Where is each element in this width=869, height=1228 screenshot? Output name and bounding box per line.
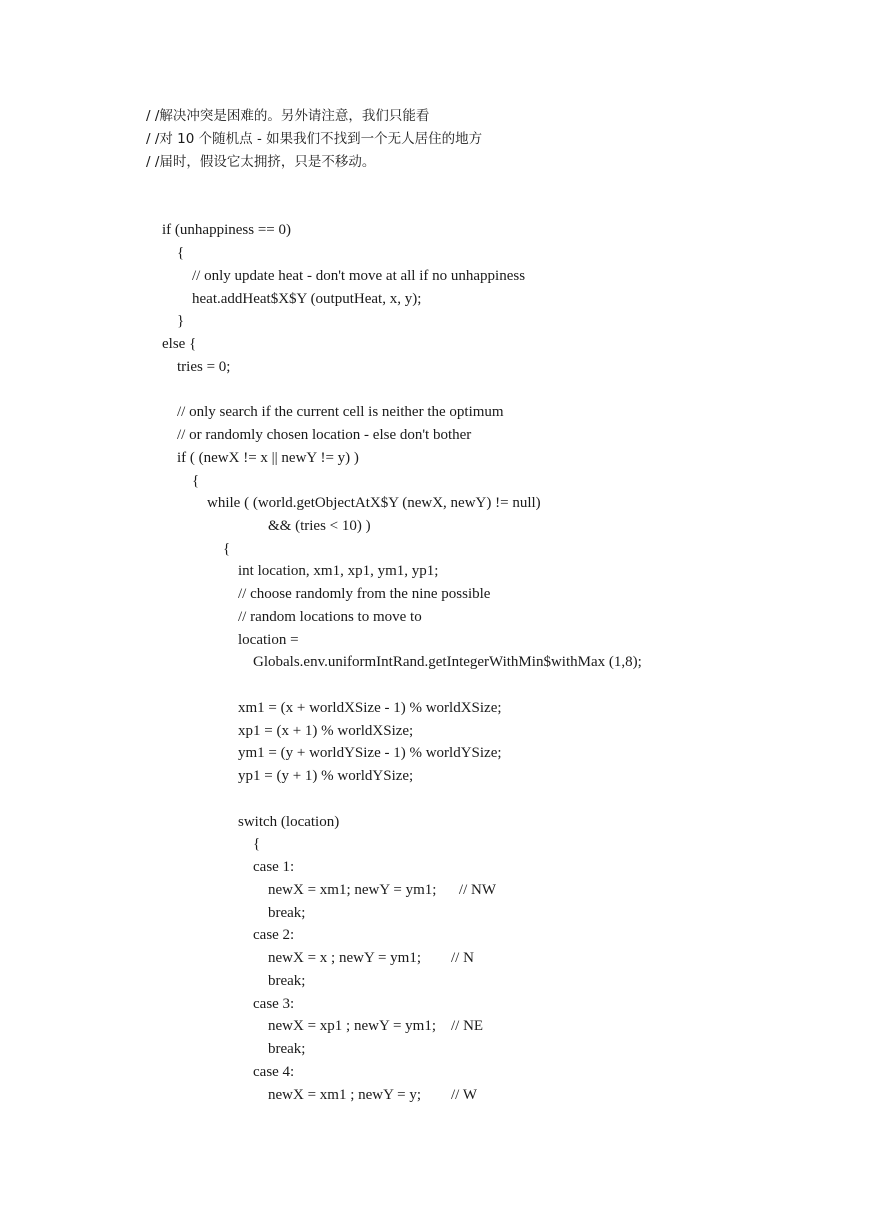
code-line: break; bbox=[268, 973, 306, 989]
code-line: tries = 0; bbox=[177, 359, 231, 375]
code-line: { bbox=[223, 541, 231, 557]
code-line: { bbox=[192, 473, 200, 489]
code-line: case 2: bbox=[253, 927, 295, 943]
code-line: { bbox=[253, 836, 261, 852]
code-line: switch (location) bbox=[238, 814, 340, 830]
code-line: // random locations to move to bbox=[238, 609, 422, 625]
code-line: newX = xp1 ; newY = ym1; // NE bbox=[268, 1018, 484, 1034]
code-line: while ( (world.getObjectAtX$Y (newX, newY) != null) bbox=[207, 495, 541, 511]
code-line: // choose randomly from the nine possible bbox=[238, 586, 491, 602]
code-line: heat.addHeat$X$Y (outputHeat, x, y); bbox=[192, 291, 422, 307]
code-line: xp1 = (x + 1) % worldXSize; bbox=[238, 723, 414, 739]
code-line: if (unhappiness == 0) bbox=[162, 222, 291, 238]
comment-line: / /届时，假设它太拥挤，只是不移动。 bbox=[146, 154, 376, 170]
code-line: location = bbox=[238, 632, 299, 648]
code-line: newX = x ; newY = ym1; // N bbox=[268, 950, 474, 966]
code-line: newX = xm1 ; newY = y; // W bbox=[268, 1087, 477, 1103]
code-line: xm1 = (x + worldXSize - 1) % worldXSize; bbox=[238, 700, 502, 716]
code-line: case 1: bbox=[253, 859, 295, 875]
code-line: // only update heat - don't move at all if no unhappiness bbox=[192, 268, 526, 284]
code-line: case 4: bbox=[253, 1064, 295, 1080]
code-line: if ( (newX != x || newY != y) ) bbox=[177, 450, 359, 466]
code-line: yp1 = (y + 1) % worldYSize; bbox=[238, 768, 414, 784]
code-line: && (tries < 10) ) bbox=[268, 518, 371, 534]
code-line: break; bbox=[268, 905, 306, 921]
code-line: newX = xm1; newY = ym1; // NW bbox=[268, 882, 497, 898]
code-line: else { bbox=[162, 336, 197, 352]
code-line: Globals.env.uniformIntRand.getIntegerWithMin$withMax (1,8); bbox=[253, 654, 642, 670]
code-line: break; bbox=[268, 1041, 306, 1057]
comment-line: / /对 10 个随机点 - 如果我们不找到一个无人居住的地方 bbox=[146, 131, 483, 147]
comment-line: / /解决冲突是困难的。另外请注意，我们只能看 bbox=[146, 108, 430, 124]
code-line: // only search if the current cell is neither the optimum bbox=[177, 404, 504, 420]
code-line: } bbox=[177, 313, 185, 329]
code-line: // or randomly chosen location - else don't bother bbox=[177, 427, 472, 443]
code-line: int location, xm1, xp1, ym1, yp1; bbox=[238, 563, 439, 579]
code-line: { bbox=[177, 245, 185, 261]
code-line: case 3: bbox=[253, 996, 295, 1012]
code-line: ym1 = (y + worldYSize - 1) % worldYSize; bbox=[238, 745, 502, 761]
